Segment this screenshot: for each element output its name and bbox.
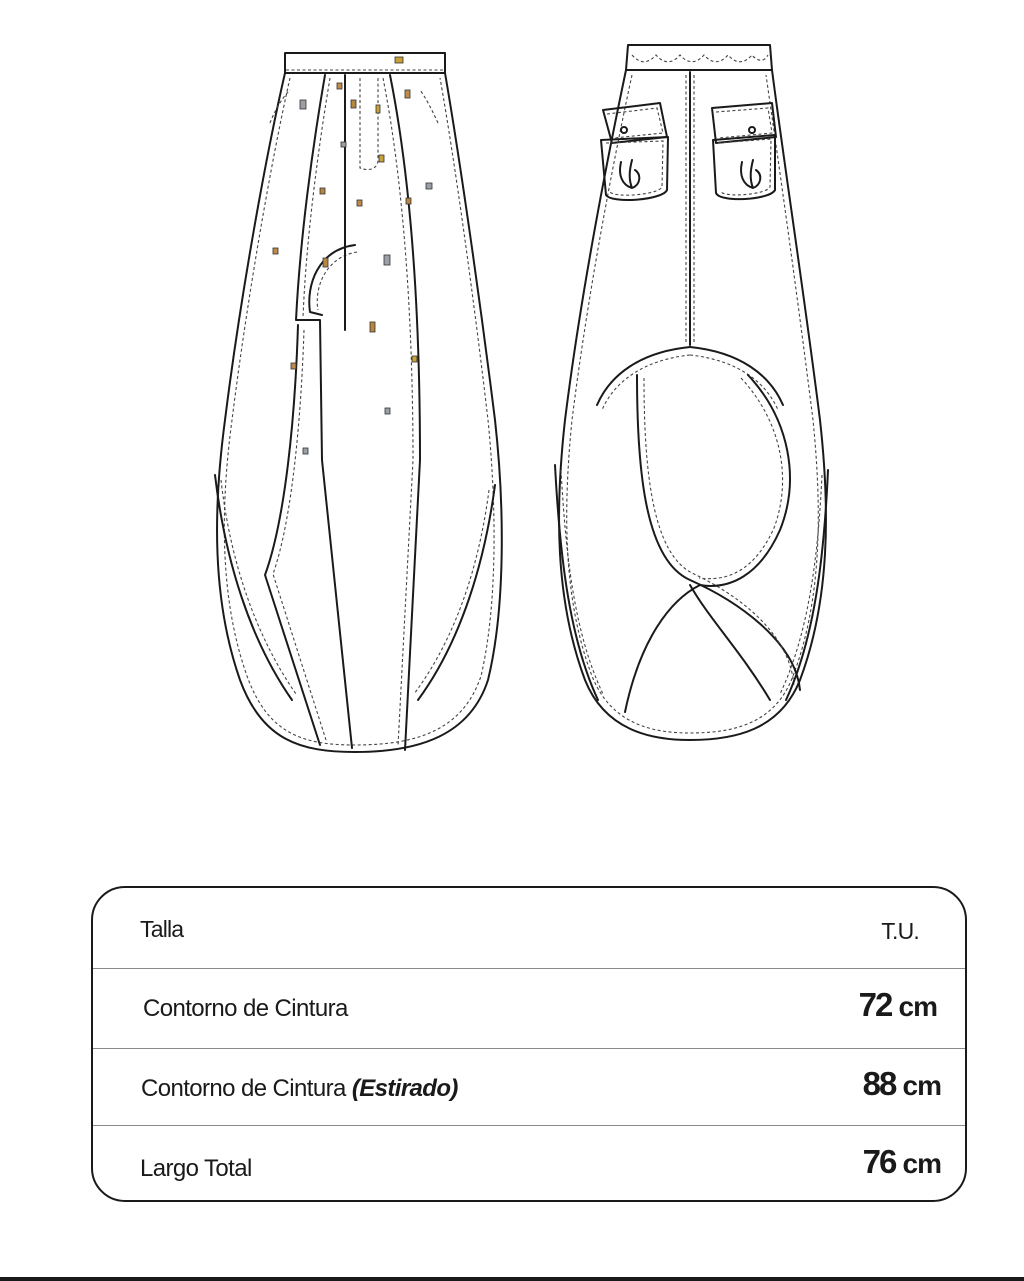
front-view-sketch — [215, 53, 502, 752]
size-header-value: T.U. — [881, 918, 919, 944]
table-row — [93, 968, 965, 1049]
size-table-header-row — [93, 888, 965, 968]
size-chart-table — [91, 886, 967, 1202]
measurement-label: Contorno de Cintura — [143, 995, 348, 1022]
table-row — [93, 1125, 965, 1202]
measurement-value: 72 cm — [858, 986, 937, 1023]
measurement-value: 76 cm — [862, 1143, 941, 1180]
measurement-value: 88 cm — [862, 1065, 941, 1102]
measurement-label: Largo Total — [140, 1155, 252, 1182]
measurement-label: Contorno de Cintura (Estirado) — [141, 1075, 458, 1102]
size-header-label: Talla — [140, 916, 184, 942]
bottom-divider — [0, 1277, 1024, 1281]
table-row — [93, 1048, 965, 1126]
back-view-sketch — [555, 45, 828, 740]
